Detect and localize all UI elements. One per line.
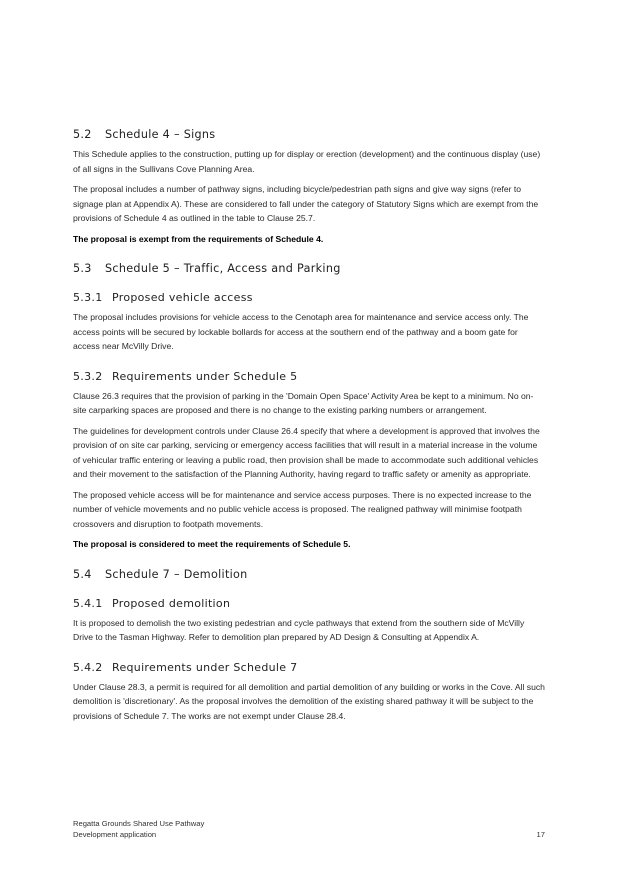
section-title: Proposed vehicle access [112,291,253,304]
paragraph: The guidelines for development controls under Clause 26.4 specify that where a development is approved that involves the provision of on site car parking, servicing or emergency access facilities that will result in a material increase in the volume of vehicular traffic entering or leaving a public road, then provision shall be made to accommodate such additional vehicles and their movement to the satisfaction of the Planning Authority, having regard to traffic safety or amenity as appropriate. [73,425,540,479]
section-heading-5-4 [73,568,545,581]
section-number: 5.4.2 [73,660,103,674]
conclusion-statement: The proposal is exempt from the requirements of Schedule 4. [73,233,324,244]
section-number: 5.3.2 [73,369,103,383]
subsection-heading-5-4-1 [73,597,545,610]
section-number: 5.2 [73,128,92,141]
section-number: 5.3.1 [73,291,103,304]
section-number: 5.4 [73,567,92,581]
section-title: Requirements under Schedule 5 [112,369,298,383]
section-title: Schedule 4 – Signs [105,128,216,141]
footer-document-title: Regatta Grounds Shared Use Pathway [73,819,205,828]
section-title: Schedule 7 – Demolition [105,567,248,581]
page-footer [73,818,545,840]
section-number: 5.3 [73,262,92,275]
paragraph: Clause 26.3 requires that the provision of parking in the 'Domain Open Space' Activity Area be kept to a minimum. No on-site carparking spaces are proposed and there is no change to the existing parking numbers or arrangement. [73,390,534,415]
paragraph: The proposal includes provisions for vehicle access to the Cenotaph area for maintenance and service access only. The access points will be secured by lockable bollards for access at the southern end of the pathway and a boom gate for access near McVilly Drive. [73,312,529,351]
section-title: Requirements under Schedule 7 [112,660,298,674]
paragraph: The proposed vehicle access will be for maintenance and service access purposes. There is no expected increase to the number of vehicle movements and no public vehicle access is proposed. The realigned pathway will minimise footpath crossovers and disruption to footpath movements. [73,489,532,529]
paragraph: Under Clause 28.3, a permit is required for all demolition and partial demolition of any building or works in the Cove. All such demolition is 'discretionary'. As the proposal involves the demolition of the existing shared pathway it will be subject to the provisions of Schedule 7. The works are not exempt under Clause 28.4. [73,681,545,721]
section-heading-5-3 [73,262,545,275]
subsection-heading-5-3-1 [73,291,545,304]
paragraph: This Schedule applies to the construction, putting up for display or erection (development) and the continuous display (use) of all signs in the Sullivans Cove Planning Area. [73,149,541,174]
section-title: Schedule 5 – Traffic, Access and Parking [105,262,341,275]
section-heading-5-2 [73,128,545,141]
section-title: Proposed demolition [112,596,231,610]
subsection-heading-5-4-2 [73,661,545,674]
document-body [73,128,545,729]
page-number: 17 [536,830,545,839]
paragraph: The proposal includes a number of pathway signs, including bicycle/pedestrian path signs and give way signs (refer to signage plan at Appendix A). These are considered to fall under the category of Statutory Signs which are exempt from the provisions of Schedule 4 as outlined in the table to Clause 25.7. [73,184,539,223]
footer-document-subtitle: Development application [73,830,157,839]
subsection-heading-5-3-2 [73,370,545,383]
conclusion-statement: The proposal is considered to meet the requirements of Schedule 5. [73,539,351,549]
section-number: 5.4.1 [73,596,103,610]
paragraph: It is proposed to demolish the two existing pedestrian and cycle pathways that extend from the southern side of McVilly Drive to the Tasman Highway. Refer to demolition plan prepared by AD Design & Consulting at Appendix A. [73,617,525,642]
